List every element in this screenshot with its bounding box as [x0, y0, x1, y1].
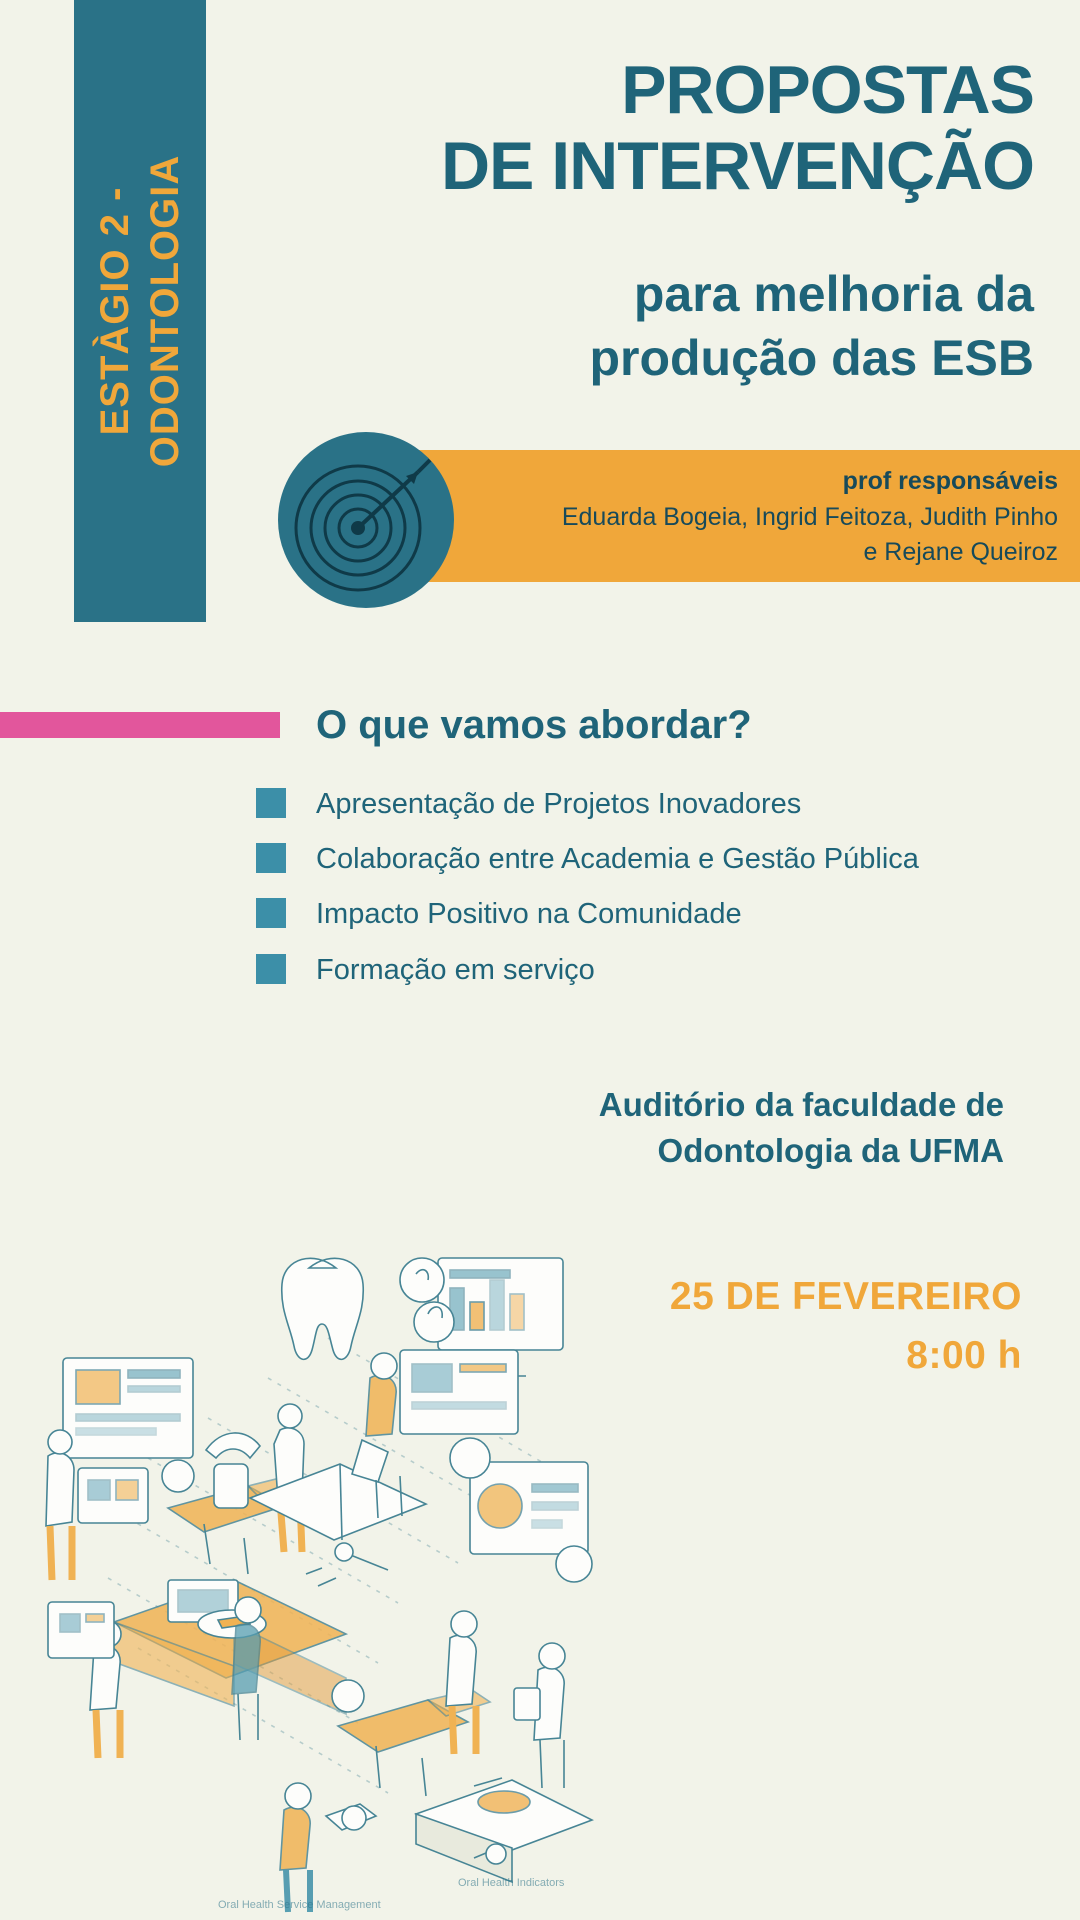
- headline-line-1: PROPOSTAS: [621, 52, 1034, 128]
- event-date-line-1: 25 DE FEVEREIRO: [669, 1275, 1022, 1318]
- list-item-label: Impacto Positivo na Comunidade: [316, 898, 742, 931]
- vertical-side-bar: [74, 0, 206, 622]
- side-bar-label-line1: ESTÀGIO 2 -: [93, 186, 137, 436]
- professors-text: [438, 464, 1058, 571]
- side-bar-label: [90, 155, 190, 467]
- professors-title: prof responsáveis: [842, 467, 1058, 495]
- professors-names-line-1: Eduarda Bogeia, Ingrid Feitoza, Judith Pinho: [561, 502, 1058, 531]
- headline-line-2: DE INTERVENÇÃO: [440, 128, 1034, 205]
- list-item: [256, 837, 996, 882]
- venue-line-1: Auditório da faculdade de: [598, 1086, 1004, 1123]
- list-item: [256, 892, 996, 937]
- list-item-label: Formação em serviço: [316, 953, 595, 986]
- list-item-label: Apresentação de Projetos Inovadores: [316, 788, 802, 820]
- list-item-label: Colaboração entre Academia e Gestão Pública: [316, 843, 919, 876]
- subtitle-line-2: produção das ESB: [589, 330, 1034, 386]
- venue-text: [384, 1082, 1004, 1173]
- professors-band: [404, 450, 1080, 582]
- list-item: [256, 948, 996, 993]
- bullet-square-icon: [256, 788, 286, 818]
- professors-names-line-2: e Rejane Queiroz: [863, 538, 1058, 566]
- dental-clinic-illustration: [18, 1218, 738, 1918]
- bullet-square-icon: [256, 954, 286, 984]
- side-bar-label-line2: ODONTOLOGIA: [143, 154, 187, 468]
- section-title: O que vamos abordar?: [316, 703, 752, 747]
- page-title: [304, 52, 1034, 204]
- target-icon: [278, 432, 454, 608]
- bullet-square-icon: [256, 843, 286, 873]
- list-item: [256, 782, 996, 827]
- pink-divider: [0, 712, 280, 738]
- venue-line-2: Odontologia da UFMA: [657, 1131, 1004, 1169]
- subtitle-line-1: para melhoria da: [633, 266, 1034, 322]
- bullet-square-icon: [256, 898, 286, 928]
- illustration-caption-2: Oral Health Indicators: [458, 1877, 565, 1889]
- topics-list: [256, 782, 996, 1003]
- subtitle: [304, 262, 1034, 390]
- event-time: 8:00 h: [906, 1333, 1022, 1377]
- illustration-caption-1: Oral Health Service Management: [218, 1899, 381, 1911]
